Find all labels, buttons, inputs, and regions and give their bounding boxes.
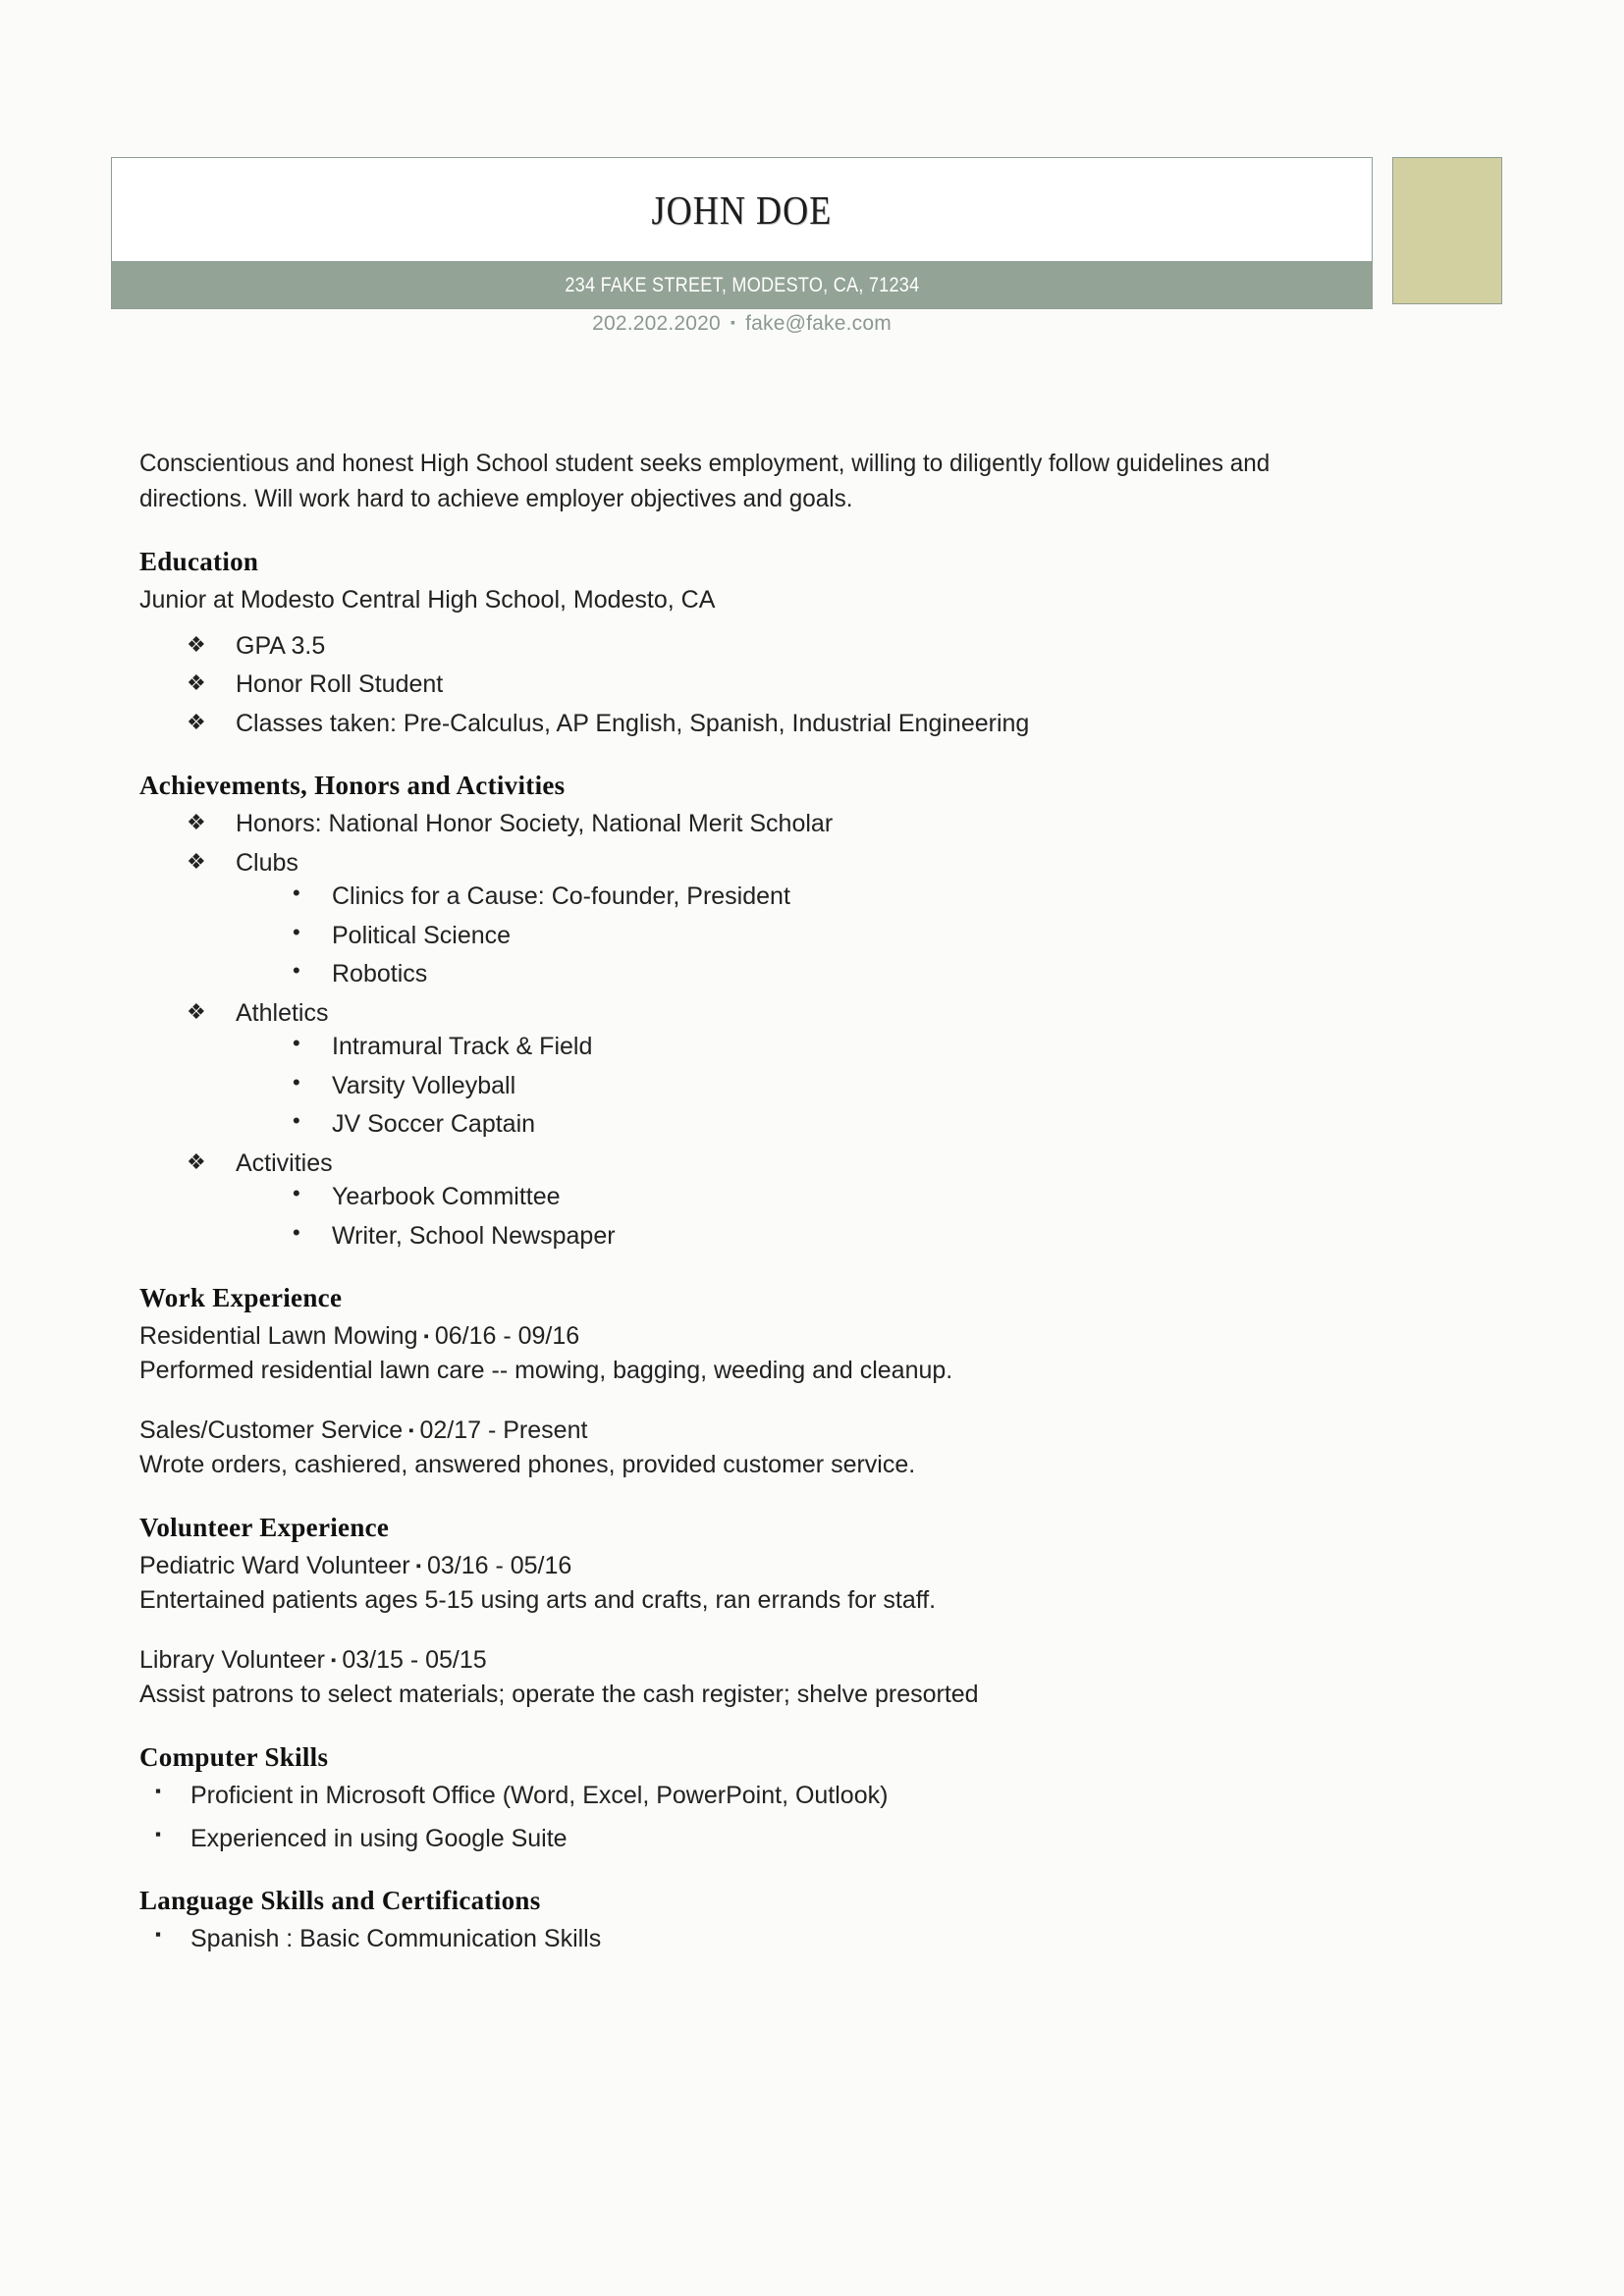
- list-item-label: Yearbook Committee: [332, 1183, 561, 1210]
- accent-swatch-box: [1392, 157, 1502, 304]
- list-item-label: Experienced in using Google Suite: [190, 1824, 568, 1852]
- dot-bullet-icon: •: [293, 1069, 300, 1095]
- list-item: [177, 807, 1377, 841]
- square-bullet-icon: ▪: [155, 1782, 162, 1800]
- volunteer-dates: 03/15 - 05/15: [342, 1646, 487, 1674]
- contact-line: [111, 312, 1373, 336]
- volunteer-title: Pediatric Ward Volunteer: [139, 1552, 410, 1579]
- list-item-label: Activities: [236, 1148, 333, 1177]
- list-item-label: Political Science: [332, 921, 512, 949]
- list-item-label: Robotics: [332, 960, 428, 988]
- dot-bullet-icon: •: [293, 919, 300, 944]
- list-item: [273, 1219, 1377, 1254]
- education-line: Junior at Modesto Central High School, Modesto, CA: [139, 586, 716, 614]
- list-item-label: Clubs: [236, 848, 298, 877]
- email-address: fake@fake.com: [745, 312, 892, 335]
- volunteer-entry-title-line: [139, 1549, 1377, 1583]
- list-item: [177, 846, 1377, 991]
- diamond-bullet-icon: ❖: [187, 998, 206, 1024]
- job-description: Wrote orders, cashiered, answered phones, provided customer service.: [139, 1451, 916, 1478]
- address-bar: [111, 261, 1373, 309]
- contact-separator-icon: ▪: [730, 314, 736, 330]
- volunteer-dates: 03/16 - 05/16: [426, 1552, 572, 1579]
- dot-bullet-icon: •: [293, 1031, 300, 1055]
- candidate-name: JOHN DOE: [651, 187, 833, 233]
- list-item: [273, 919, 1377, 953]
- volunteer-entry: [139, 1643, 1377, 1712]
- list-item-label: Intramural Track & Field: [332, 1033, 593, 1060]
- work-entry: [139, 1319, 1377, 1388]
- phone-number: 202.202.2020: [592, 312, 721, 335]
- list-item: [139, 1822, 1377, 1856]
- list-item: [273, 1030, 1377, 1064]
- volunteer-entry-title-line: [139, 1643, 1377, 1678]
- list-item: [139, 1779, 1377, 1813]
- volunteer-description: Assist patrons to select materials; operate the cash register; shelve presorted: [139, 1681, 979, 1708]
- resume-body: [139, 422, 1377, 1965]
- section-heading-achievements: Achievements, Honors and Activities: [139, 771, 566, 800]
- volunteer-description: Entertained patients ages 5-15 using arts and crafts, ran errands for staff.: [139, 1586, 937, 1614]
- square-bullet-icon: ▪: [155, 1925, 162, 1944]
- list-item-label: Honors: National Honor Society, National Merit Scholar: [236, 810, 834, 837]
- job-title: Residential Lawn Mowing: [139, 1322, 418, 1350]
- square-separator-icon: ▪: [423, 1328, 429, 1345]
- list-item-label: Classes taken: Pre-Calculus, AP English, Spanish, Industrial Engineering: [236, 709, 1030, 737]
- name-box: [111, 157, 1373, 261]
- list-item: [177, 1147, 1377, 1254]
- achievements-list: [177, 807, 1377, 1253]
- list-item-label: Varsity Volleyball: [332, 1071, 516, 1099]
- header-block: [111, 157, 1373, 309]
- education-list: [177, 629, 1377, 741]
- diamond-bullet-icon: ❖: [187, 709, 206, 734]
- section-heading-education: Education: [139, 547, 259, 576]
- list-item: [177, 629, 1377, 664]
- list-item: [273, 957, 1377, 991]
- dot-bullet-icon: •: [293, 958, 300, 983]
- job-title: Sales/Customer Service: [139, 1416, 404, 1444]
- diamond-bullet-icon: ❖: [187, 631, 206, 657]
- work-entry-title-line: [139, 1414, 1377, 1448]
- work-entry-title-line: [139, 1319, 1377, 1354]
- list-item: [177, 667, 1377, 702]
- work-entry: [139, 1414, 1377, 1482]
- diamond-bullet-icon: ❖: [187, 848, 206, 874]
- list-item-label: Athletics: [236, 998, 329, 1027]
- job-dates: 02/17 - Present: [419, 1416, 588, 1444]
- list-item: [273, 1107, 1377, 1142]
- dot-bullet-icon: •: [293, 1181, 300, 1205]
- diamond-bullet-icon: ❖: [187, 1148, 206, 1174]
- list-item-label: Proficient in Microsoft Office (Word, Excel, PowerPoint, Outlook): [190, 1782, 889, 1809]
- list-item: [139, 1922, 1377, 1956]
- dot-bullet-icon: •: [293, 1108, 300, 1133]
- athletics-sublist: [273, 1030, 1377, 1142]
- square-separator-icon: ▪: [408, 1422, 414, 1439]
- volunteer-entry: [139, 1549, 1377, 1618]
- section-heading-computer-skills: Computer Skills: [139, 1742, 329, 1772]
- list-item-label: GPA 3.5: [236, 631, 326, 660]
- job-dates: 06/16 - 09/16: [434, 1322, 580, 1350]
- section-heading-work-experience: Work Experience: [139, 1283, 343, 1312]
- list-item: [177, 996, 1377, 1142]
- list-item-label: Clinics for a Cause: Co-founder, President: [332, 882, 790, 910]
- computer-skills-list: [139, 1779, 1377, 1855]
- activities-sublist: [273, 1180, 1377, 1253]
- square-bullet-icon: ▪: [155, 1824, 162, 1843]
- volunteer-title: Library Volunteer: [139, 1646, 326, 1674]
- list-item-label: Writer, School Newspaper: [332, 1221, 616, 1250]
- language-skills-list: [139, 1922, 1377, 1956]
- list-item-label: JV Soccer Captain: [332, 1110, 536, 1138]
- address-text: 234 FAKE STREET, MODESTO, CA, 71234: [564, 273, 920, 296]
- diamond-bullet-icon: ❖: [187, 810, 206, 834]
- list-item-label: Honor Roll Student: [236, 670, 444, 698]
- clubs-sublist: [273, 880, 1377, 991]
- square-separator-icon: ▪: [331, 1652, 337, 1669]
- list-item-label: Spanish : Basic Communication Skills: [190, 1925, 602, 1952]
- list-item: [273, 1180, 1377, 1214]
- dot-bullet-icon: •: [293, 1219, 300, 1245]
- list-item: [273, 1069, 1377, 1103]
- list-item: [273, 880, 1377, 914]
- diamond-bullet-icon: ❖: [187, 670, 206, 695]
- summary-paragraph: Conscientious and honest High School student seeks employment, willing to diligently follow guidelines and directions. Will work hard to achieve employer objectives and goals.: [139, 450, 1271, 512]
- job-description: Performed residential lawn care -- mowing, bagging, weeding and cleanup.: [139, 1357, 953, 1384]
- section-heading-language-skills: Language Skills and Certifications: [139, 1886, 541, 1915]
- square-separator-icon: ▪: [415, 1558, 421, 1575]
- section-heading-volunteer-experience: Volunteer Experience: [139, 1513, 390, 1542]
- list-item: [177, 707, 1377, 741]
- dot-bullet-icon: •: [293, 881, 300, 905]
